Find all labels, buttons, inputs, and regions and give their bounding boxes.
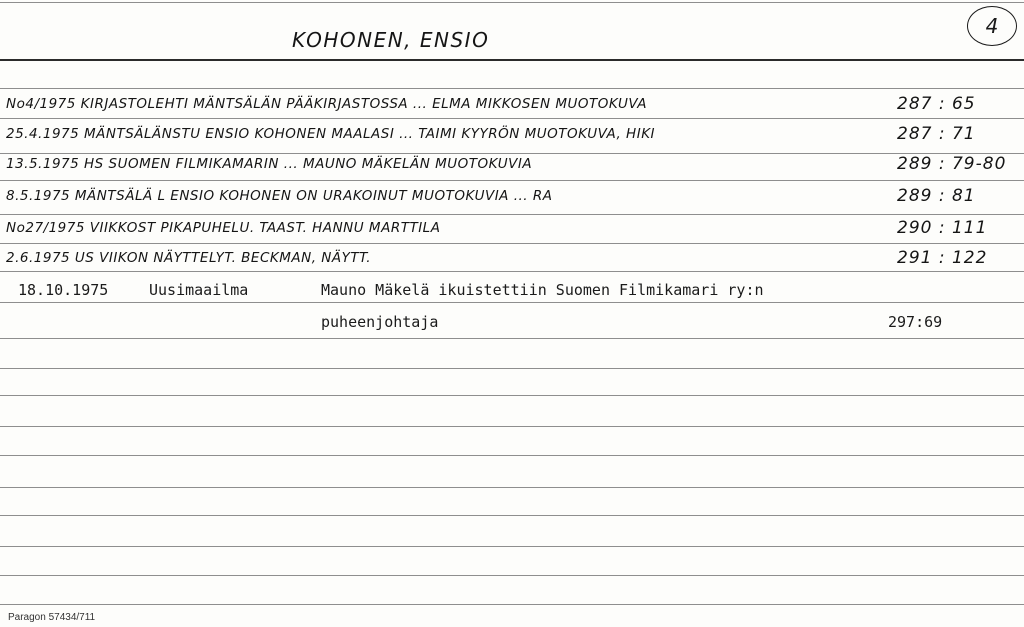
entry-6-text: 2.6.1975 US VIIKON NÄYTTELYT. BECKMAN, NÄYTT. [6,250,372,266]
ruled-line [0,302,1024,303]
ruled-line [0,88,1024,89]
ruled-line [0,575,1024,576]
typed-entry-line-2: puheenjohtaja [321,313,439,331]
typed-entry-line-1: Mauno Mäkelä ikuistettiin Suomen Filmikamari ry:n [321,281,764,299]
entry-4-text: 8.5.1975 MÄNTSÄLÄ L ENSIO KOHONEN ON URAKOINUT MUOTOKUVIA ... RA [6,188,553,204]
ruled-line [0,338,1024,339]
ruled-line [0,604,1024,605]
ruled-line [0,180,1024,181]
header-rule [0,59,1024,61]
entry-6-page: 291 : 122 [897,248,988,268]
ruled-line [0,515,1024,516]
entry-5-page: 290 : 111 [897,218,988,238]
entry-5-text: No27/1975 VIIKKOST PIKAPUHELU. TAAST. HANNU MARTTILA [6,220,441,236]
typed-entry-page: 297:69 [888,313,943,331]
ruled-line [0,546,1024,547]
ruled-line [0,368,1024,369]
ruled-line [0,243,1024,244]
card-title: KOHONEN, ENSIO [292,28,490,52]
ruled-line [0,395,1024,396]
ruled-line [0,271,1024,272]
entry-3-page: 289 : 79-80 [897,154,1007,174]
typed-entry-source: Uusimaailma [149,281,249,299]
ruled-line [0,153,1024,154]
entry-1-page: 287 : 65 [897,94,976,114]
entry-2-page: 287 : 71 [897,124,976,144]
entry-4-page: 289 : 81 [897,186,976,206]
entry-2-text: 25.4.1975 MÄNTSÄLÄNSTU ENSIO KOHONEN MAALASI ... TAIMI KYYRÖN MUOTOKUVA, HIKI [6,126,656,142]
ruled-line [0,2,1024,3]
ruled-line [0,426,1024,427]
ruled-line [0,118,1024,119]
entry-1-text: No4/1975 KIRJASTOLEHTI MÄNTSÄLÄN PÄÄKIRJASTOSSA ... ELMA MIKKOSEN MUOTOKUVA [6,96,647,112]
ruled-line [0,487,1024,488]
card-number-circle [967,6,1017,46]
ruled-line [0,214,1024,215]
card-footer: Paragon 57434/711 [8,612,96,623]
typed-entry-date: 18.10.1975 [18,281,109,299]
ruled-line [0,455,1024,456]
entry-3-text: 13.5.1975 HS SUOMEN FILMIKAMARIN ... MAUNO MÄKELÄN MUOTOKUVIA [6,156,533,172]
card-number: 4 [985,14,999,38]
